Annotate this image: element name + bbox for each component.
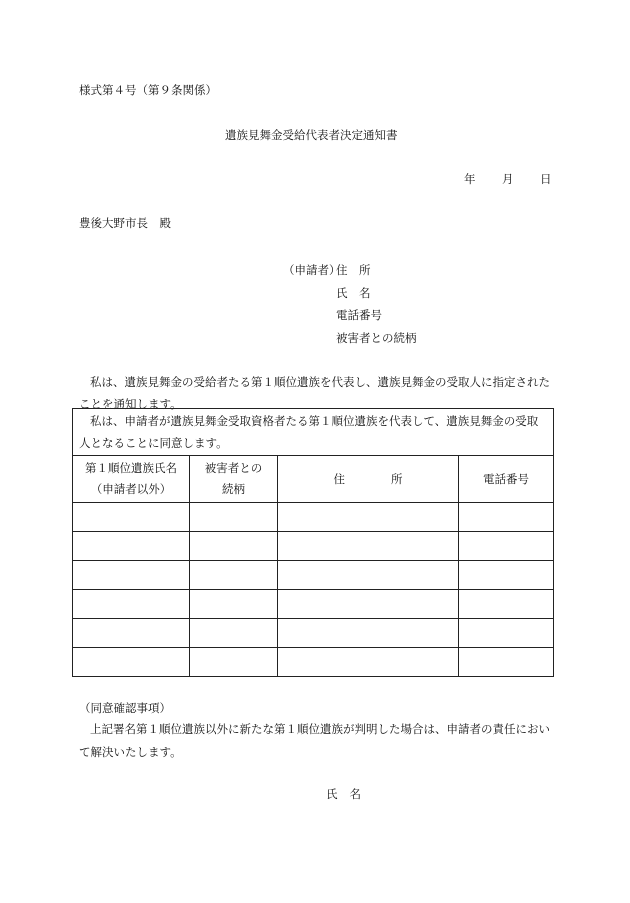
cell-address[interactable] (278, 648, 459, 677)
notification-paragraph: 私は、遺族見舞金の受給者たる第１順位遺族を代表し、遺族見舞金の受取人に指定されたことを通知します。 (79, 375, 550, 411)
consent-statement: 私は、申請者が遺族見舞金受取資格者たる第１順位遺族を代表して、遺族見舞金の受取人となることに同意します。 (73, 409, 554, 456)
document-title: 遺族見舞金受給代表者決定通知書 (225, 128, 398, 142)
table-row (73, 503, 554, 532)
table-row (73, 619, 554, 648)
cell-relation[interactable] (190, 590, 278, 619)
cell-relation[interactable] (190, 503, 278, 532)
confirmation-heading: （同意確認事項） (79, 701, 171, 715)
cell-relation[interactable] (190, 648, 278, 677)
confirmation-paragraph: 上記署名第１順位遺族以外に新たな第１順位遺族が判明した場合は、申請者の責任において解決いたします。 (79, 722, 550, 759)
applicant-name-label: 氏 名 (336, 286, 371, 300)
header-family-name (73, 456, 190, 503)
cell-address[interactable] (278, 619, 459, 648)
header-relation (190, 456, 278, 503)
cell-family-name[interactable] (73, 648, 190, 677)
date-month-label: 月 (502, 172, 514, 186)
table-row (73, 590, 554, 619)
signature-name-char-2: 名 (349, 787, 361, 801)
cell-address[interactable] (278, 590, 459, 619)
date-year-label: 年 (464, 172, 476, 186)
applicant-label: （申請者） (283, 263, 341, 277)
cell-address[interactable] (278, 532, 459, 561)
consent-table (72, 408, 554, 677)
header-family-name-line1: 第１順位遺族氏名 (85, 461, 177, 475)
cell-family-name[interactable] (73, 619, 190, 648)
form-number: 様式第４号（第９条関係） (79, 83, 217, 97)
table-row (73, 648, 554, 677)
date-day-label: 日 (540, 172, 552, 186)
cell-phone[interactable] (459, 532, 554, 561)
cell-phone[interactable] (459, 648, 554, 677)
signature-name-label (326, 786, 361, 802)
table-row (73, 532, 554, 561)
date-line (464, 171, 552, 187)
table-row (73, 561, 554, 590)
cell-family-name[interactable] (73, 503, 190, 532)
cell-family-name[interactable] (73, 532, 190, 561)
header-address: 住 所 (278, 456, 459, 503)
cell-family-name[interactable] (73, 561, 190, 590)
cell-phone[interactable] (459, 590, 554, 619)
cell-address[interactable] (278, 561, 459, 590)
cell-relation[interactable] (190, 532, 278, 561)
header-phone: 電話番号 (459, 456, 554, 503)
cell-relation[interactable] (190, 561, 278, 590)
cell-address[interactable] (278, 503, 459, 532)
applicant-phone-label: 電話番号 (336, 308, 382, 322)
header-family-name-line2: （申請者以外） (90, 482, 172, 496)
cell-phone[interactable] (459, 503, 554, 532)
addressee: 豊後大野市長 殿 (79, 216, 171, 230)
applicant-relation-label: 被害者との続柄 (336, 331, 417, 345)
header-relation-line2: 続柄 (222, 482, 245, 496)
cell-relation[interactable] (190, 619, 278, 648)
cell-family-name[interactable] (73, 590, 190, 619)
signature-name-char-1: 氏 (326, 787, 338, 801)
applicant-address-label: 住 所 (336, 263, 371, 277)
cell-phone[interactable] (459, 561, 554, 590)
cell-phone[interactable] (459, 619, 554, 648)
header-relation-line1: 被害者との (204, 461, 263, 475)
